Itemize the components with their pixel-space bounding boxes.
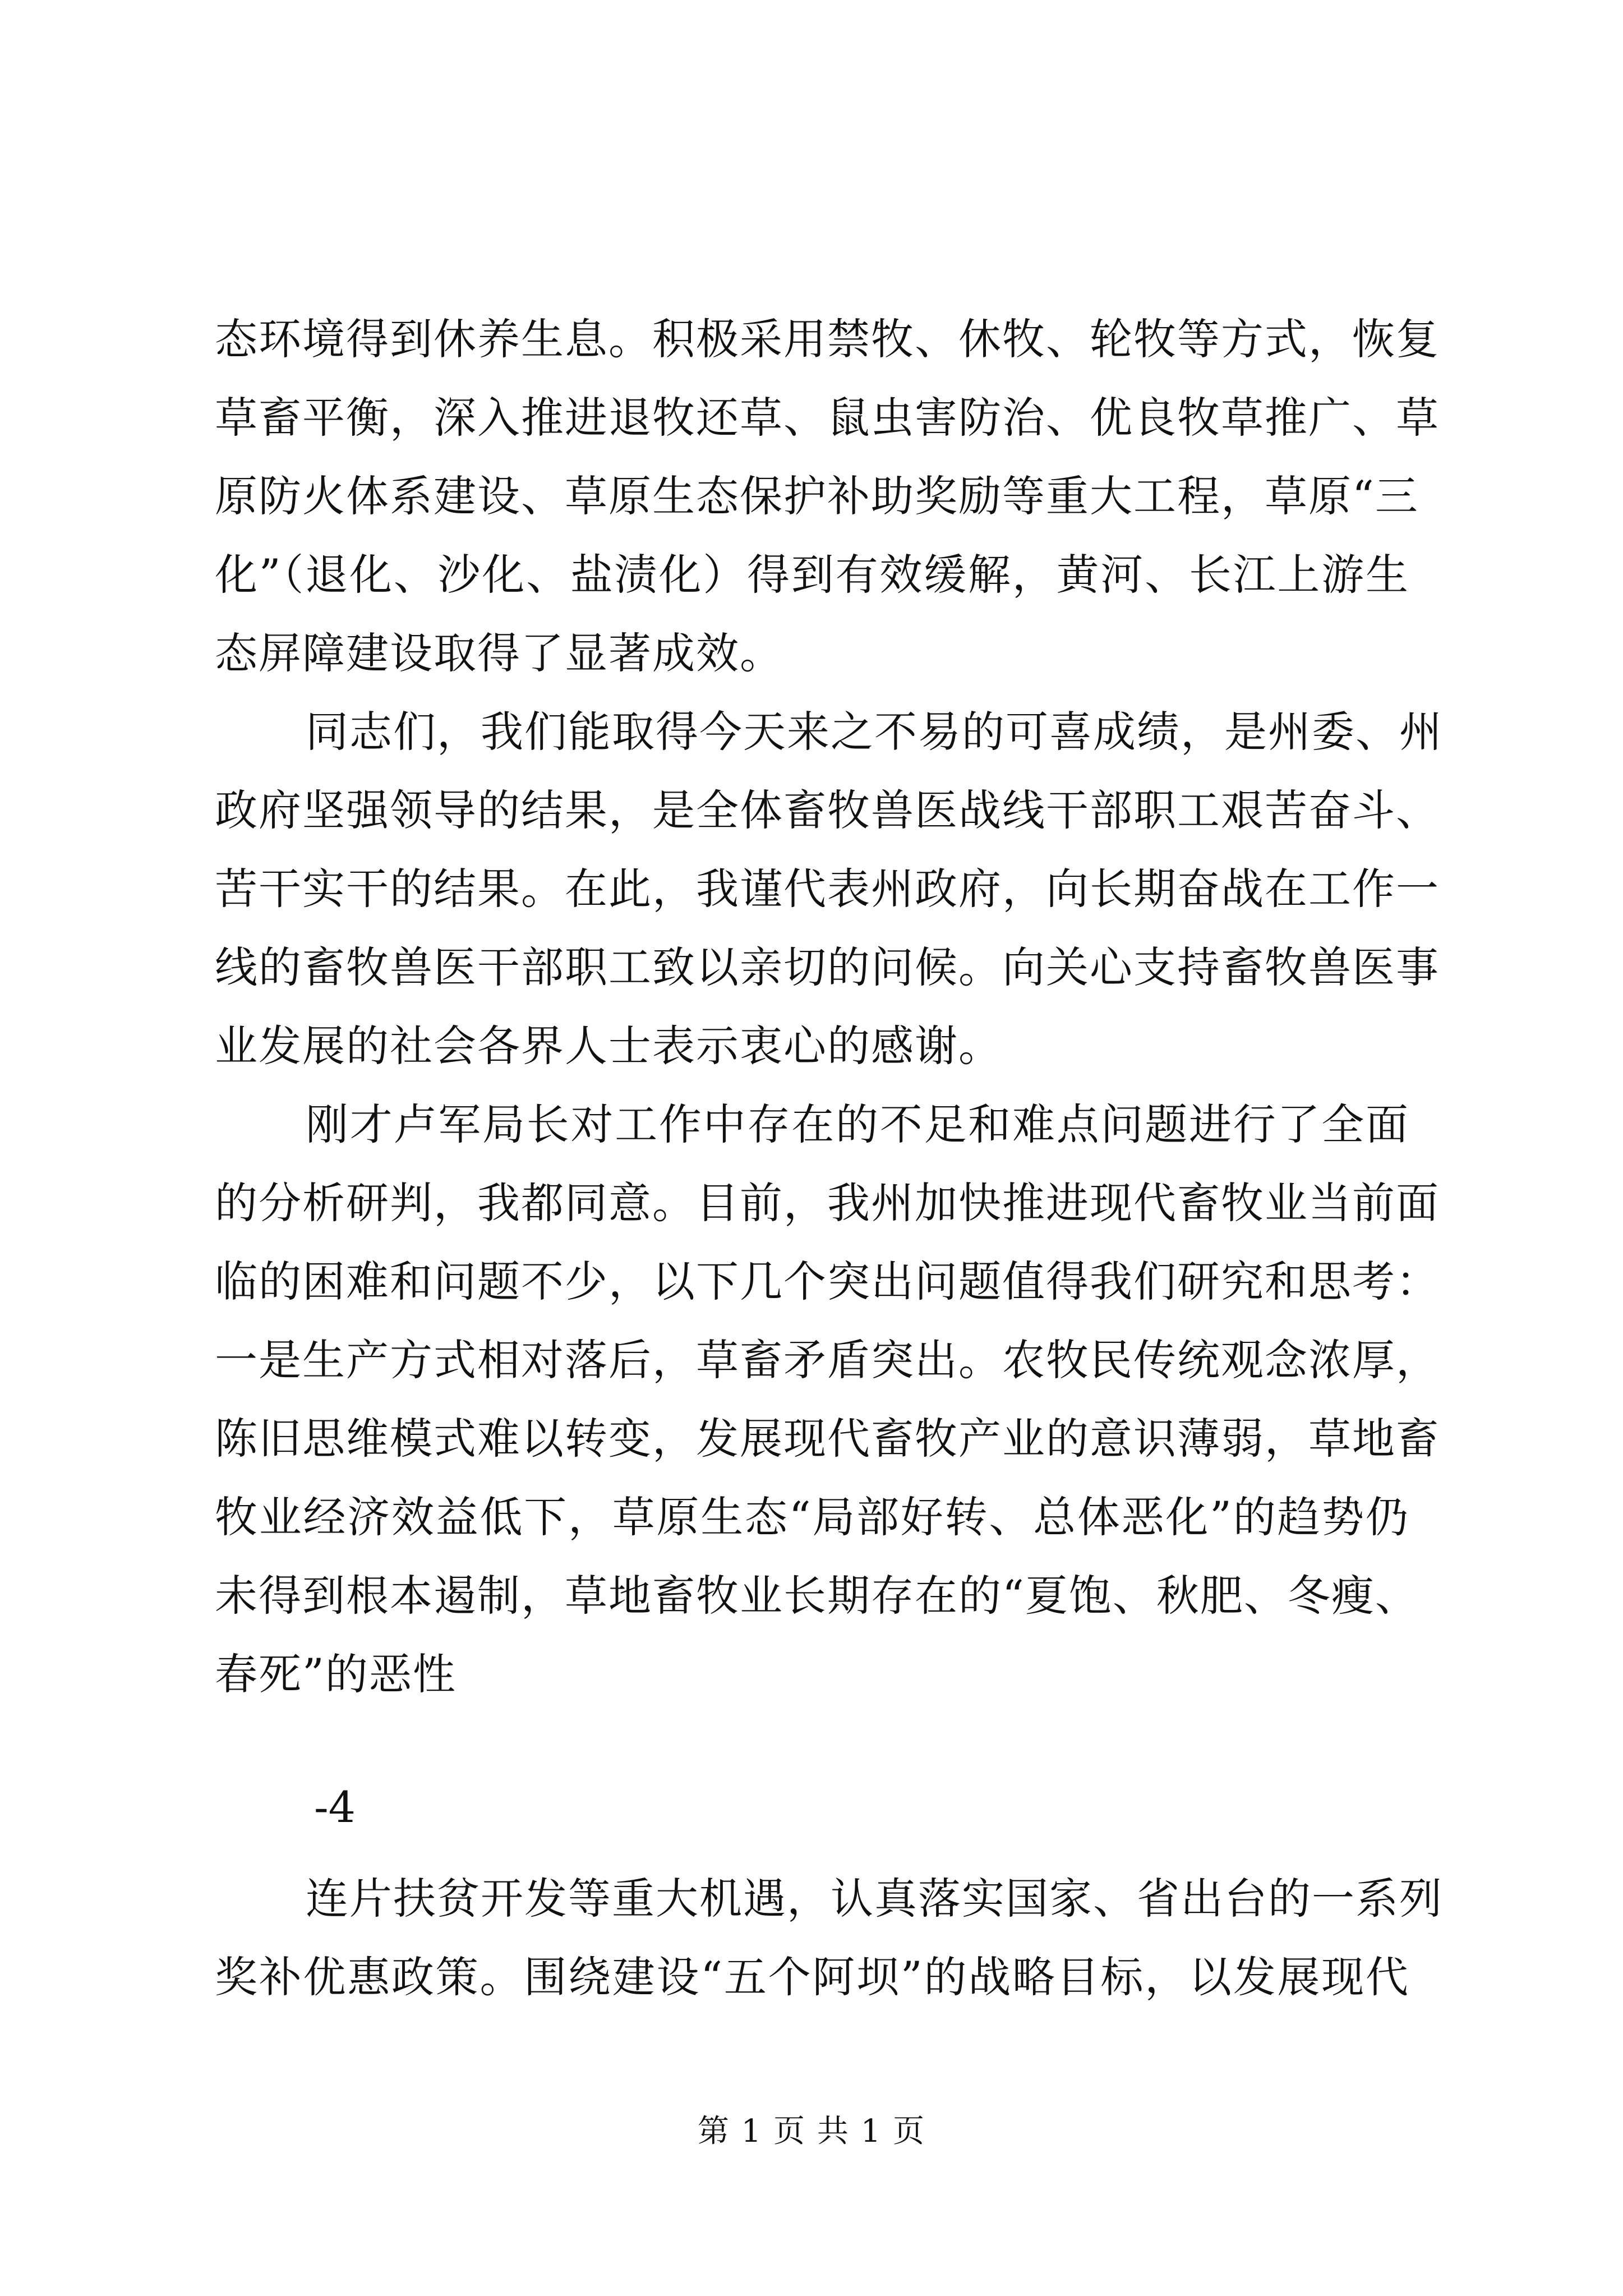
- paragraph-line: 刚才卢军局长对工作中存在的不足和难点问题进行了全面: [306, 1099, 1409, 1149]
- paragraph-line: 临的困难和问题不少，以下几个突出问题值得我们研究和思考：: [215, 1257, 1440, 1306]
- paragraph-line: 的分析研判，我都同意。目前，我州加快推进现代畜牧业当前面: [215, 1178, 1440, 1228]
- paragraph-line: 业发展的社会各界人士表示衷心的感谢。: [215, 1021, 1002, 1071]
- paragraph-line: 奖补优惠政策。围绕建设“五个阿坝”的战略目标，以发展现代: [215, 1952, 1409, 2002]
- paragraph-line: 苦干实干的结果。在此，我谨代表州政府，向长期奋战在工作一: [215, 864, 1440, 914]
- paragraph-line: 春死”的恶性: [215, 1649, 457, 1699]
- page-footer: 第 1 页 共 1 页: [697, 2113, 926, 2150]
- paragraph-line: 态环境得到休养生息。积极采用禁牧、休牧、轮牧等方式，恢复: [215, 314, 1440, 364]
- paragraph-line: 未得到根本遏制，草地畜牧业长期存在的“夏饱、秋肥、冬瘦、: [215, 1571, 1419, 1621]
- paragraph-line: 连片扶贫开发等重大机遇，认真落实国家、省出台的一系列: [306, 1874, 1443, 1924]
- paragraph-line: 牧业经济效益低下，草原生态“局部好转、总体恶化”的趋势仍: [215, 1492, 1409, 1542]
- paragraph-line: 态屏障建设取得了显著成效。: [215, 628, 783, 678]
- paragraph-line: 政府坚强领导的结果，是全体畜牧兽医战线干部职工艰苦奋斗、: [215, 785, 1440, 835]
- paragraph-line: 化”（退化、沙化、盐渍化）得到有效缓解，黄河、长江上游生: [215, 550, 1409, 600]
- paragraph-line: 草畜平衡，深入推进退牧还草、鼠虫害防治、优良牧草推广、草: [215, 393, 1440, 443]
- paragraph-line: 同志们，我们能取得今天来之不易的可喜成绩，是州委、州: [306, 707, 1443, 757]
- paragraph-line: 线的畜牧兽医干部职工致以亲切的问候。向关心支持畜牧兽医事: [215, 942, 1440, 992]
- page-marker: -4: [314, 1782, 356, 1832]
- paragraph-line: 陈旧思维模式难以转变，发展现代畜牧产业的意识薄弱，草地畜: [215, 1414, 1440, 1464]
- paragraph-line: 一是生产方式相对落后，草畜矛盾突出。农牧民传统观念浓厚，: [215, 1335, 1440, 1385]
- paragraph-line: 原防火体系建设、草原生态保护补助奖励等重大工程，草原“三: [215, 471, 1419, 521]
